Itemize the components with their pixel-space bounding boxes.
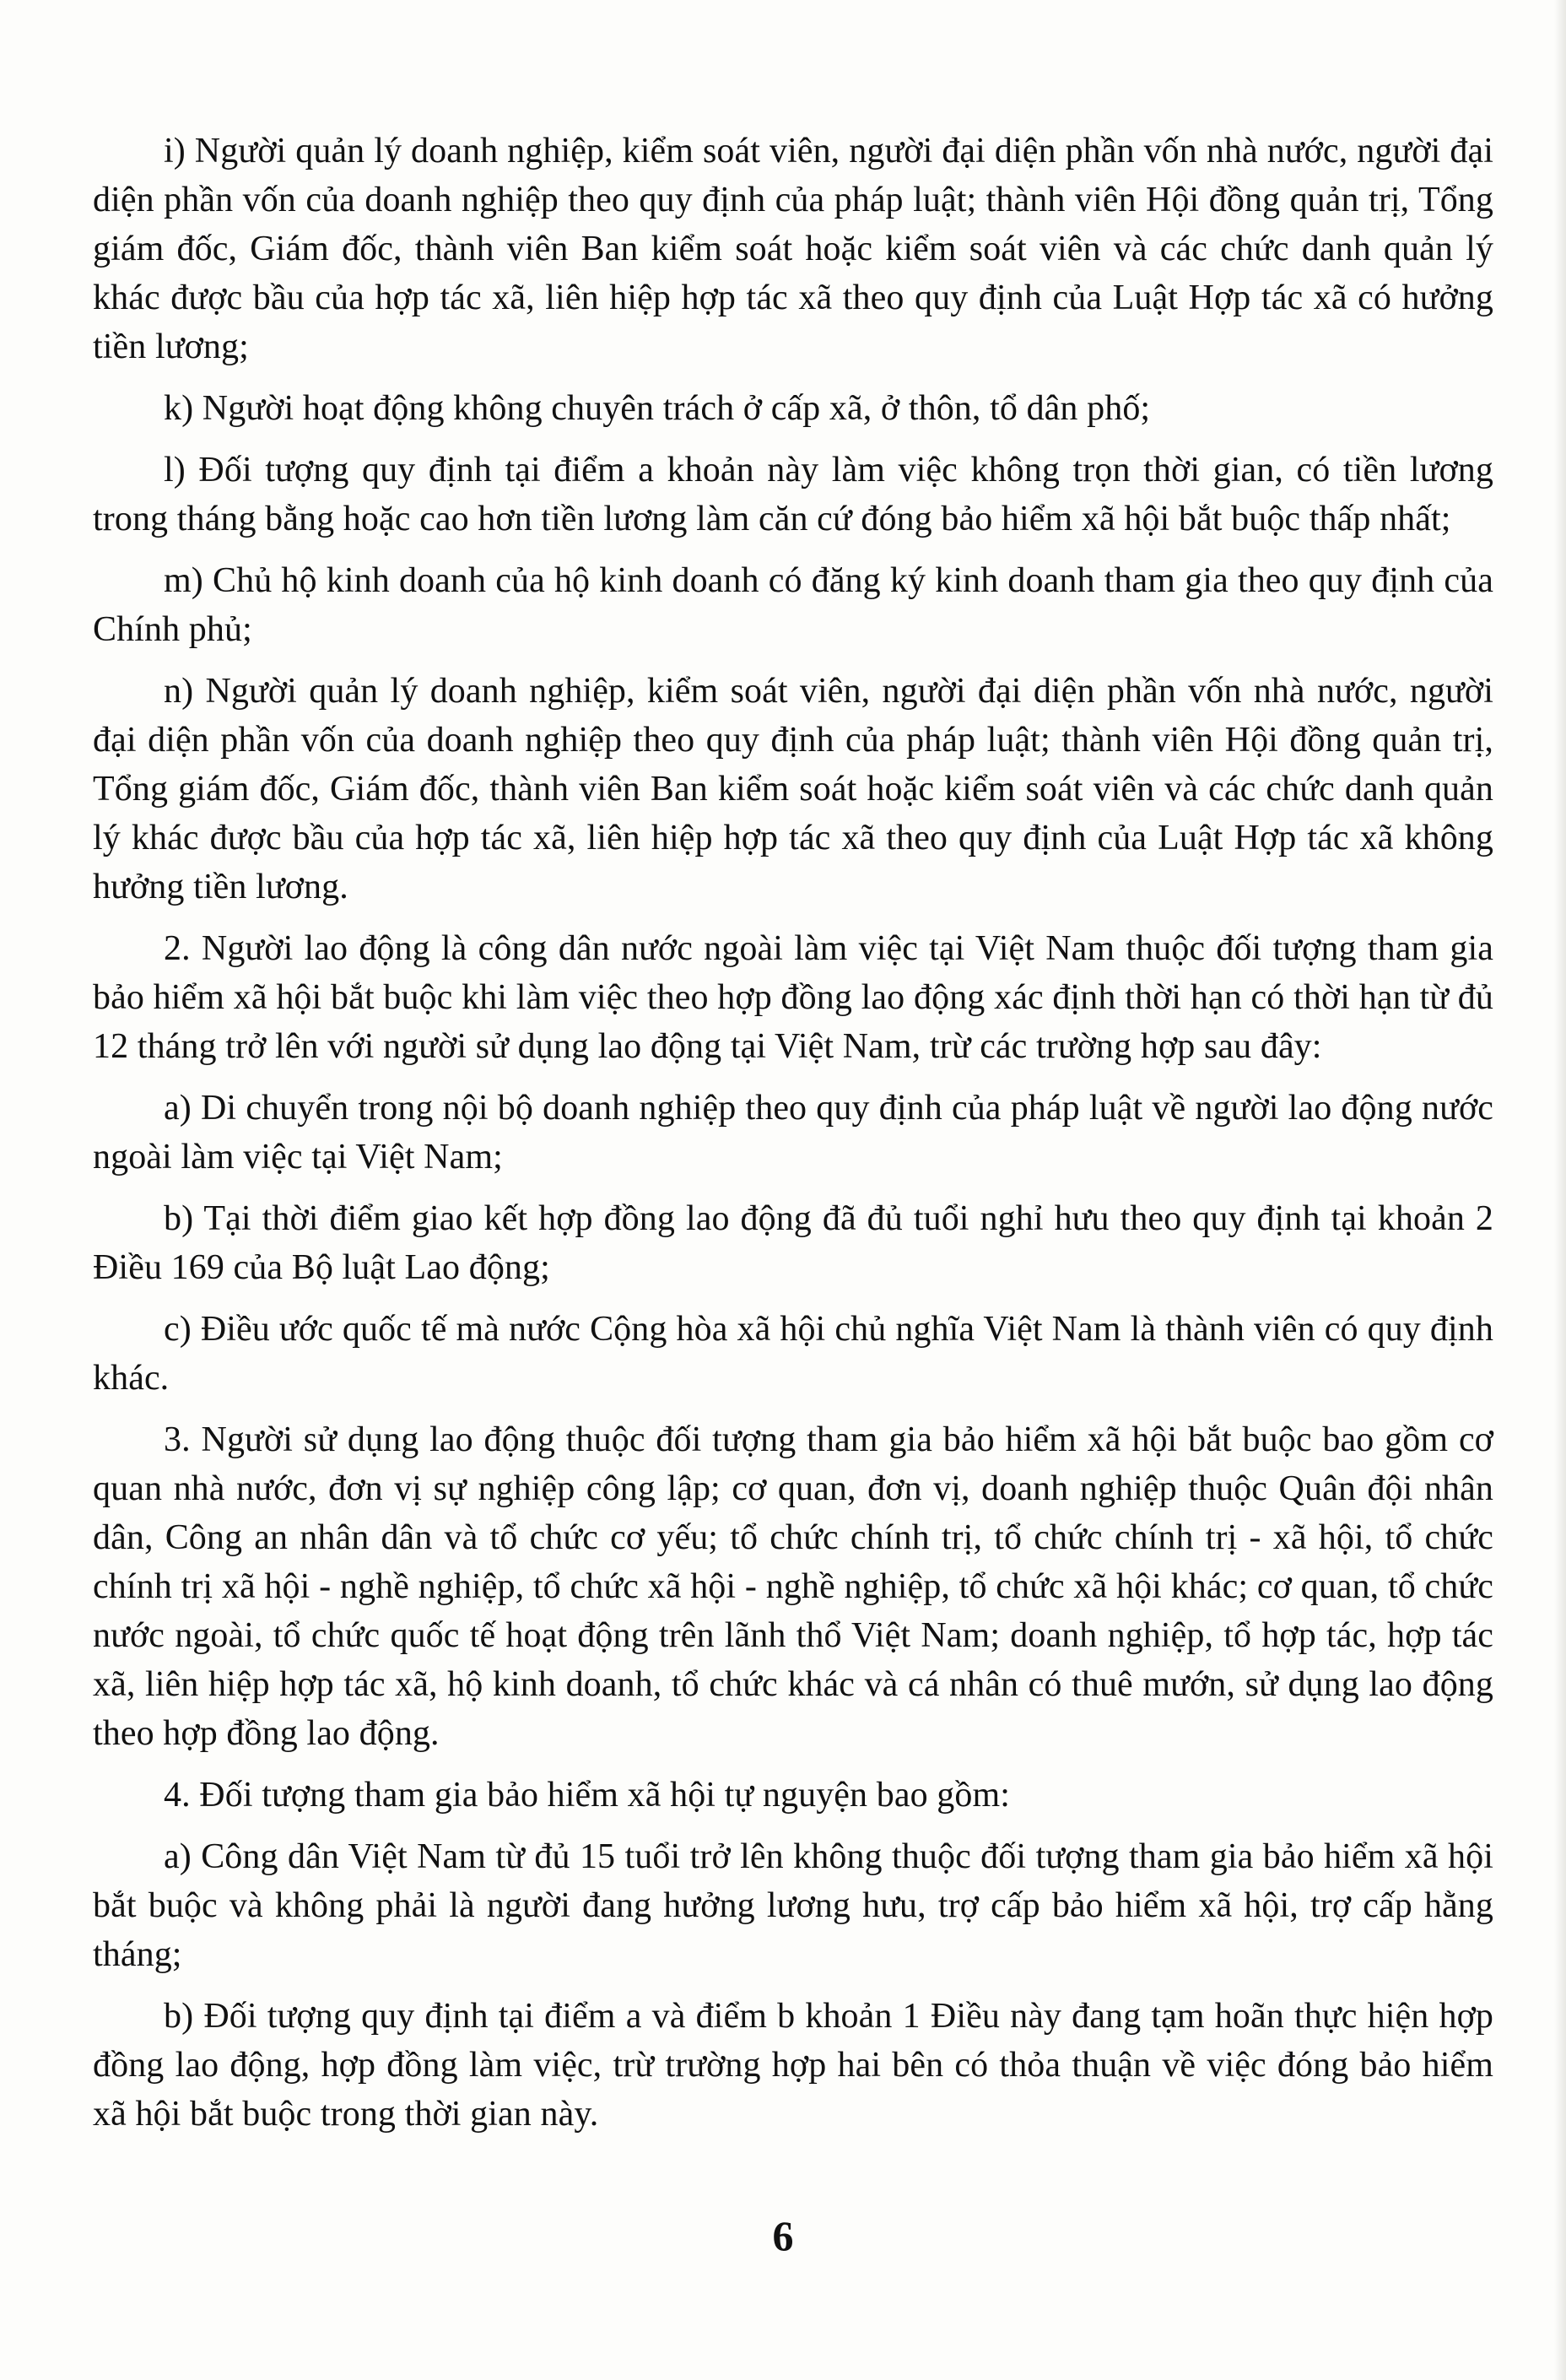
paragraph-section-2: 2. Người lao động là công dân nước ngoài làm việc tại Việt Nam thuộc đối tượng tham gia bảo hiểm xã hội bắt buộc khi làm việc theo hợp đồng lao động xác định thời hạn có thời hạn từ đủ 12 tháng trở lên với người sử dụng lao động tại Việt Nam, trừ các trường hợp sau đây: (93, 929, 1493, 1066)
paragraph-n: n) Người quản lý doanh nghiệp, kiểm soát viên, người đại diện phần vốn nhà nước, người đại diện phần vốn của doanh nghiệp theo quy định của pháp luật; thành viên Hội đồng quản trị, Tổng giám đốc, Giám đốc, thành viên Ban kiểm soát hoặc kiểm soát viên và các chức danh quản lý khác được bầu của hợp tác xã, liên hiệp hợp tác xã theo quy định của Luật Hợp tác xã không hưởng tiền lương. (93, 672, 1493, 906)
paragraph-section-4: 4. Đối tượng tham gia bảo hiểm xã hội tự nguyện bao gồm: (164, 1776, 1011, 1815)
paragraph-2a: a) Di chuyển trong nội bộ doanh nghiệp theo quy định của pháp luật về người lao động nước ngoài làm việc tại Việt Nam; (93, 1089, 1493, 1176)
paragraph-k: k) Người hoạt động không chuyên trách ở cấp xã, ở thôn, tổ dân phố; (164, 389, 1151, 428)
paragraph-m: m) Chủ hộ kinh doanh của hộ kinh doanh có đăng ký kinh doanh tham gia theo quy định của Chính phủ; (93, 561, 1493, 649)
paragraph-4a: a) Công dân Việt Nam từ đủ 15 tuổi trở lên không thuộc đối tượng tham gia bảo hiểm xã hội bắt buộc và không phải là người đang hưởng lương hưu, trợ cấp bảo hiểm xã hội, trợ cấp hằng tháng; (93, 1837, 1493, 1974)
scan-edge-shadow (1554, 0, 1566, 2380)
paragraph-section-3: 3. Người sử dụng lao động thuộc đối tượng tham gia bảo hiểm xã hội bắt buộc bao gồm cơ quan nhà nước, đơn vị sự nghiệp công lập; cơ quan, đơn vị, doanh nghiệp thuộc Quân đội nhân dân, Công an nhân dân và tổ chức cơ yếu; tổ chức chính trị, tổ chức chính trị - xã hội, tổ chức chính trị xã hội - nghề nghiệp, tổ chức xã hội - nghề nghiệp, tổ chức xã hội khác; cơ quan, tổ chức nước ngoài, tổ chức quốc tế hoạt động trên lãnh thổ Việt Nam; doanh nghiệp, tổ hợp tác, hợp tác xã, liên hiệp hợp tác xã, hộ kinh doanh, tổ chức khác và cá nhân có thuê mướn, sử dụng lao động theo hợp đồng lao động. (93, 1420, 1493, 1753)
paragraph-l: l) Đối tượng quy định tại điểm a khoản này làm việc không trọn thời gian, có tiền lương trong tháng bằng hoặc cao hơn tiền lương làm căn cứ đóng bảo hiểm xã hội bắt buộc thấp nhất; (93, 451, 1493, 538)
body-text (93, 127, 1493, 2151)
paragraph-2c: c) Điều ước quốc tế mà nước Cộng hòa xã hội chủ nghĩa Việt Nam là thành viên có quy định khác. (93, 1310, 1493, 1398)
paragraph-i: i) Người quản lý doanh nghiệp, kiểm soát viên, người đại diện phần vốn nhà nước, người đại diện phần vốn của doanh nghiệp theo quy định của pháp luật; thành viên Hội đồng quản trị, Tổng giám đốc, Giám đốc, thành viên Ban kiểm soát hoặc kiểm soát viên và các chức danh quản lý khác được bầu của hợp tác xã, liên hiệp hợp tác xã theo quy định của Luật Hợp tác xã có hưởng tiền lương; (93, 132, 1493, 366)
paragraph-2b: b) Tại thời điểm giao kết hợp đồng lao động đã đủ tuổi nghỉ hưu theo quy định tại khoản 2 Điều 169 của Bộ luật Lao động; (93, 1199, 1493, 1287)
paragraph-4b: b) Đối tượng quy định tại điểm a và điểm b khoản 1 Điều này đang tạm hoãn thực hiện hợp đồng lao động, hợp đồng làm việc, trừ trường hợp hai bên có thỏa thuận về việc đóng bảo hiểm xã hội bắt buộc trong thời gian này. (93, 1997, 1493, 2134)
page-number: 6 (772, 2212, 794, 2259)
